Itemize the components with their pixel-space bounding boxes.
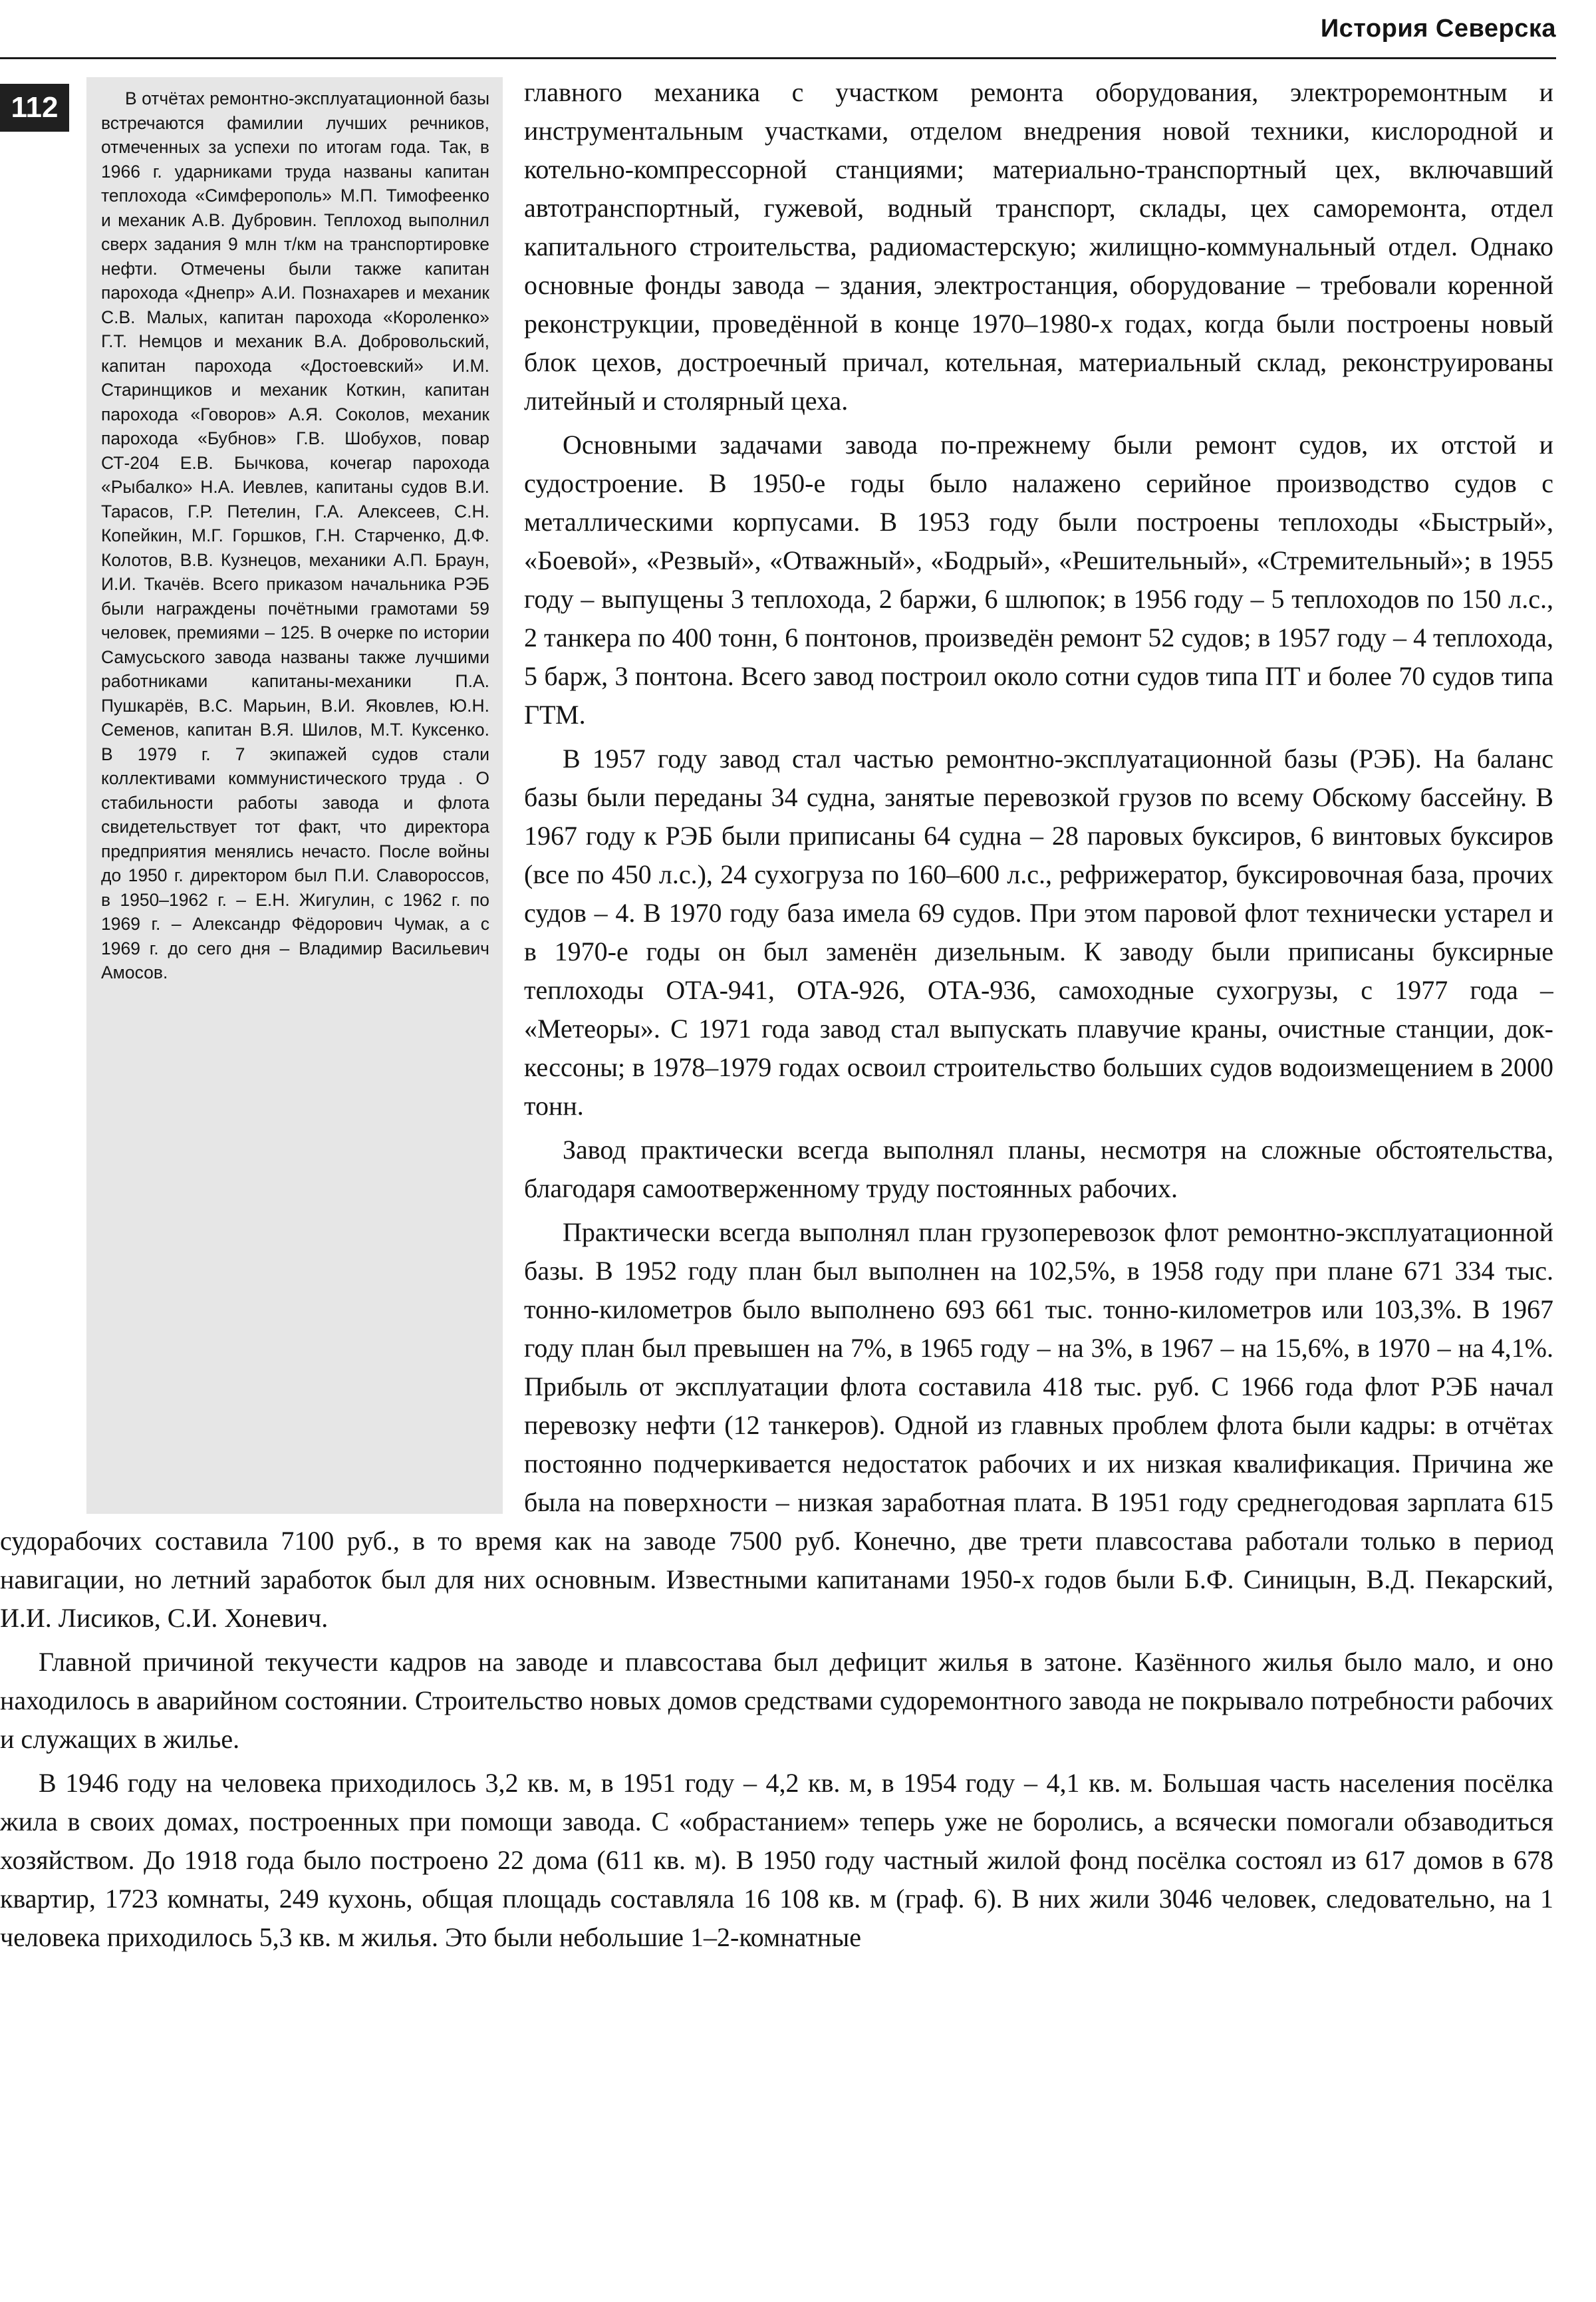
main-text-column [0,73,1553,2281]
paragraph-3: В 1957 году завод стал частью ремонтно-эксплуатационной базы (РЭБ). На баланс базы были переданы 34 судна, занятые перевозкой грузов по всему Обскому бассейну. В 1967 году к РЭБ были приписаны 64 судна – 28 паровых буксиров, 6 винтовых буксиров (все по 450 л.с.), 24 сухогруза по 160–600 л.с., рефрижератор, буксировочная база, прочих судов – 4. В 1970 году база имела 69 судов. При этом паровой флот технически устарел и в 1970-е годы он был заменён дизельным. К заводу были приписаны буксирные теплоходы ОТА-941, ОТА-926, ОТА-936, самоходные сухогрузы, с 1977 года – «Метеоры». С 1971 года завод стал выпускать плавучие краны, очистные станции, док-кессоны; в 1978–1979 годах освоил строительство больших судов водоизмещением в 2000 тонн. [524,744,1553,1121]
paragraph-7: В 1946 году на человека приходилось 3,2 кв. м, в 1951 году – 4,2 кв. м, в 1954 году – 4,1 кв. м. Большая часть населения посёлка жила в своих домах, построенных при помощи завода. С «обрастанием» теперь уже не боролись, а всячески помогали обзаводиться хозяйством. До 1918 года было построено 22 дома (611 кв. м). В 1950 году частный жилой фонд посёлка состоял из 617 домов в 678 квартир, 1723 комнаты, 249 кухонь, общая площадь составляла 16 108 кв. м (граф. 6). В них жили 3046 человек, следовательно, на 1 человека приходилось 5,3 кв. м жилья. Это были небольшие 1–2-комнатные [0,1768,1553,1952]
header-rule [0,57,1556,59]
sidebar-text: В отчётах ремонтно-эксплуатационной базы встречаются фамилии лучших речников, отмеченных за успехи по итогам года. Так, в 1966 г. ударниками труда названы капитан теплохода «Симферополь» М.П. Тимофеенко и механик А.В. Дубровин. Теплоход выполнил сверх задания 9 млн т/км на транспортировке нефти. Отмечены были также капитан парохода «Днепр» А.И. Познахарев и механик С.В. Малых, капитан парохода «Короленко» Г.Т. Немцов и механик В.А. Добровольский, капитан парохода «Достоевский» И.М. Старинщиков и механик Коткин, капитан парохода «Говоров» А.Я. Соколов, механик парохода «Бубнов» Г.В. Шобухов, повар СТ-204 Е.В. Бычкова, кочегар парохода «Рыбалко» Н.А. Иевлев, капитаны судов В.И. Тарасов, Г.Р. Петелин, Г.А. Алексеев, С.Н. Копейкин, М.Г. Горшков, Г.Н. Старченко, Д.Ф. Колотов, В.В. Кузнецов, механики А.П. Браун, И.И. Ткачёв. Всего приказом начальника РЭБ были награждены почётными грамотами 59 человек, премиями – 125. В очерке по истории Самусьского завода названы также лучшими работниками капитаны-механики П.А. Пушкарёв, В.С. Марьин, В.И. Яковлев, Ю.Н. Семенов, капитан В.Я. Шилов, М.Т. Куксенко. В 1979 г. 7 экипажей судов стали коллективами коммунистического труда . О стабильности работы завода и флота свидетельствует тот факт, что директора предприятия менялись нечасто. После войны до 1950 г. директором был П.И. Славороссов, в 1950–1962 г. – Е.Н. Жигулин, с 1962 г. по 1969 г. – Александр Фёдорович Чумак, а с 1969 г. до сего дня – Владимир Васильевич Амосов. [101,88,489,982]
page-number: 112 [0,84,69,132]
paragraph-6: Главной причиной текучести кадров на заводе и плавсостава был дефицит жилья в затоне. Казённого жилья было мало, и оно находилось в аварийном состоянии. Строительство новых домов средствами судоремонтного завода не покрывало потребности рабочих и служащих в жилье. [0,1647,1553,1754]
sidebar-spacer [0,73,524,1522]
paragraph-4: Завод практически всегда выполнял планы, несмотря на сложные обстоятельства, благодаря самоотверженному труду постоянных рабочих. [524,1135,1553,1203]
paragraph-5: Практически всегда выполнял план грузоперевозок флот ремонтно-эксплуатационной базы. В 1952 году план был выполнен на 102,5%, в 1958 году при плане 671 334 тыс. тонно-километров было выполнено 693 661 тыс. тонно-километров или 103,3%. В 1967 году план был превышен на 7%, в 1965 году – на 3%, в 1967 – на 15,6%, в 1970 – на 4,1%. Прибыль от эксплуатации флота составила 418 тыс. руб. С 1966 года флот РЭБ начал перевозку нефти (12 танкеров). Одной из главных проблем флота были кадры: в отчётах постоянно подчеркивается недостаток рабочих и их низкая квалификация. Причина же была на поверхности – низкая заработная плата. В 1951 году среднегодовая зарплата 615 судорабочих составила 7100 руб., в то время как на заводе 7500 руб. Конечно, две трети плавсостава работали только в период навигации, но летний заработок был для них основным. Известными капитанами 1950-х годов были Б.Ф. Синицын, В.Д. Пекарский, И.И. Лисиков, С.И. Хоневич. [0,1217,1553,1633]
paragraph-2: Основными задачами завода по-прежнему были ремонт судов, их отстой и судостроение. В 1950-е годы было налажено серийное производство судов с металлическими корпусами. В 1953 году были построены теплоходы «Быстрый», «Боевой», «Резвый», «Отважный», «Бодрый», «Решительный», «Стремительный»; в 1955 году – выпущены 3 теплохода, 2 баржи, 6 шлюпок; в 1956 году – 5 теплоходов по 150 л.с., 2 танкера по 400 тонн, 6 понтонов, произведён ремонт 52 судов; в 1957 году – 4 теплохода, 5 барж, 3 понтона. Всего завод построил около сотни судов типа ПТ и более 70 судов типа ГТМ. [524,430,1553,730]
paragraph-1: главного механика с участком ремонта оборудования, электроремонтным и инструментальным участками, отделом внедрения новой техники, кислородной и котельно-компрессорной станциями; материально-транспортный цех, включавший автотранспортный, гужевой, водный транспорт, склады, цех саморемонта, отдел капитального строительства, радиомастерскую; жилищно-коммунальный отдел. Однако основные фонды завода – здания, электростанция, оборудование – требовали коренной реконструкции, проведённой в конце 1970–1980-х годах, когда были построены новый блок цехов, достроечный причал, котельная, материальный склад, реконструированы литейный и столярный цеха. [524,77,1553,416]
running-head-title: История Северска [1320,15,1556,43]
